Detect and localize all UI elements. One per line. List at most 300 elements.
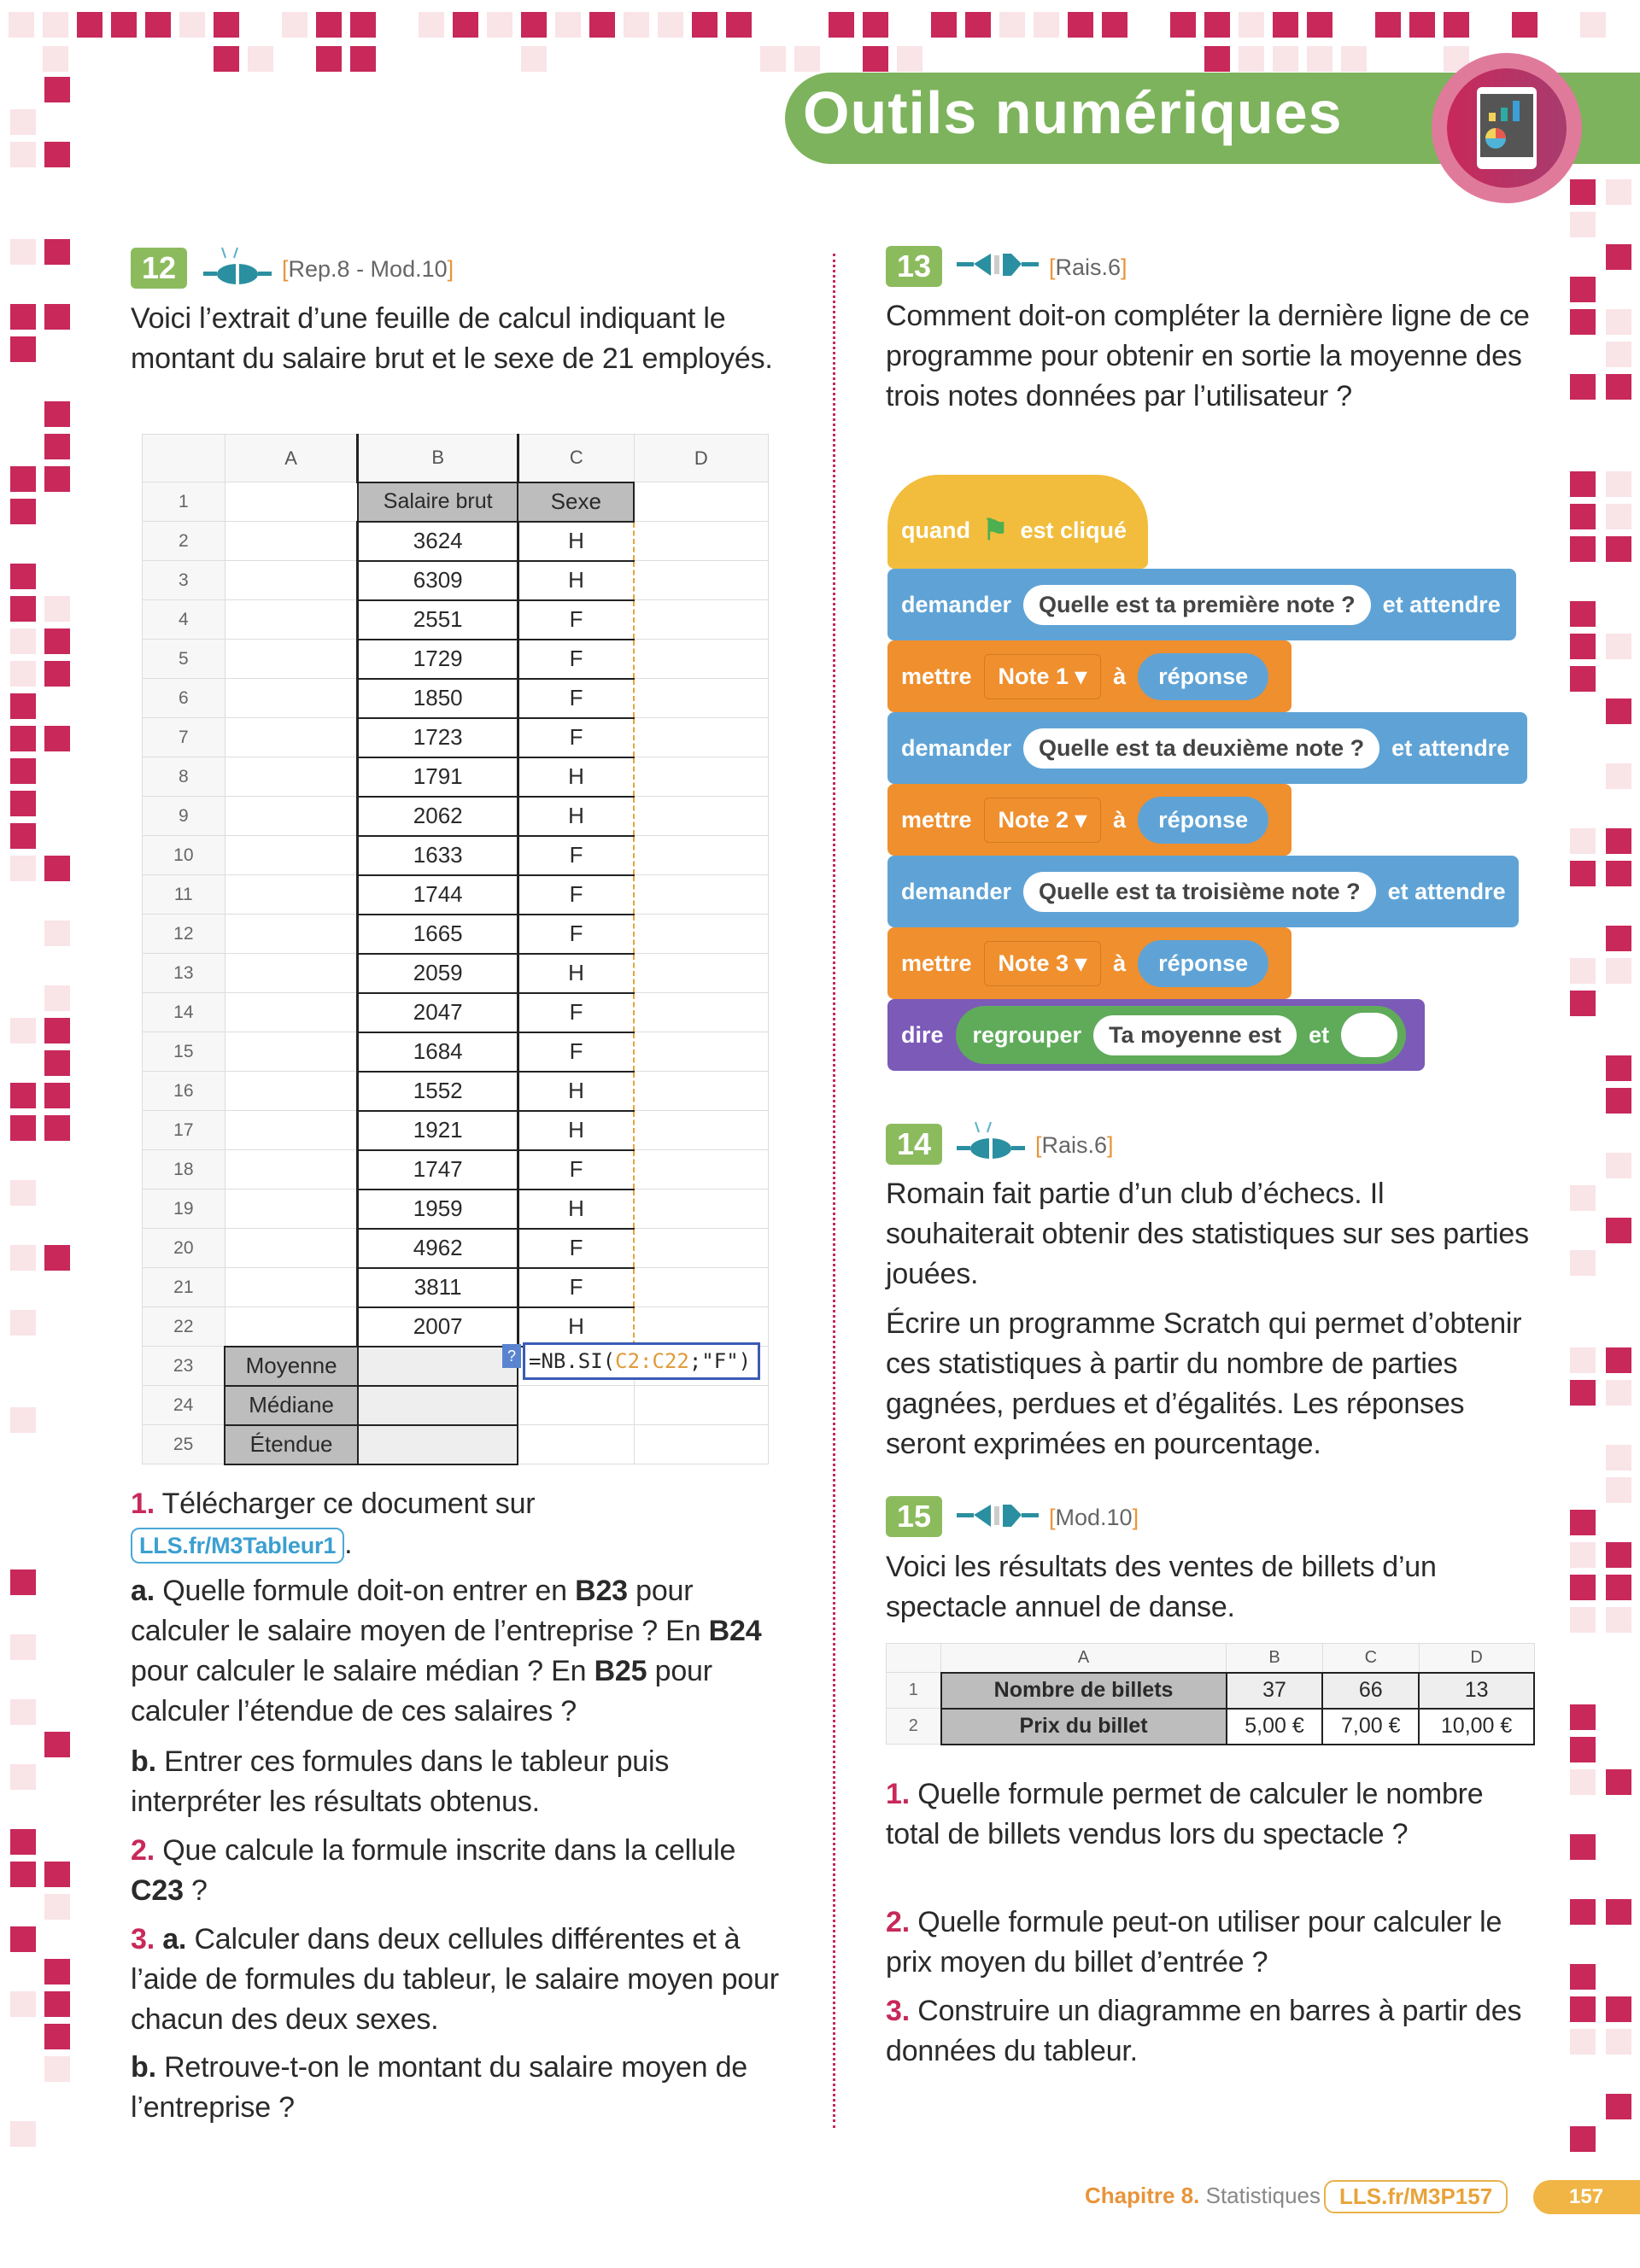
salary-cell[interactable]: 1921	[358, 1111, 518, 1150]
decor-square	[44, 1083, 70, 1108]
sex-cell[interactable]: F	[518, 875, 634, 915]
cell[interactable]	[225, 679, 358, 718]
question-1b: b. Entrer ces formules dans le tableur puis interpréter les résultats obtenus.	[131, 1745, 670, 1818]
ask-block[interactable]: demander Quelle est ta deuxième note ? et attendre	[887, 712, 1527, 784]
cell[interactable]	[225, 993, 358, 1032]
decor-square	[44, 1732, 70, 1757]
decor-square	[453, 12, 478, 38]
decor-square	[658, 12, 683, 38]
cell[interactable]	[634, 1150, 768, 1190]
table-row	[143, 1032, 769, 1072]
decor-square	[1102, 12, 1128, 38]
decor-square	[44, 596, 70, 622]
cell[interactable]	[225, 522, 358, 561]
ask-block[interactable]: demander Quelle est ta première note ? et attendre	[887, 569, 1516, 640]
decor-square	[1606, 1899, 1631, 1925]
column-header[interactable]: B	[358, 435, 518, 482]
decor-square	[1239, 12, 1264, 38]
sex-cell[interactable]: H	[518, 1307, 634, 1347]
decor-square	[1375, 12, 1401, 38]
decor-square	[44, 2024, 70, 2049]
value-cell[interactable]: 13	[1419, 1673, 1534, 1709]
cell[interactable]	[634, 1111, 768, 1150]
cell[interactable]	[634, 1229, 768, 1268]
sex-cell[interactable]: H	[518, 757, 634, 797]
decor-square	[1606, 1575, 1631, 1600]
salary-cell[interactable]: 2062	[358, 797, 518, 836]
cell[interactable]	[634, 522, 768, 561]
decor-square	[10, 726, 36, 751]
row-number[interactable]: 8	[143, 757, 226, 797]
plug-connect-icon	[203, 246, 272, 289]
decor-square	[44, 1991, 70, 2017]
tablet-chart-icon	[1432, 53, 1582, 203]
decor-square	[1239, 46, 1264, 72]
column-header[interactable]: D	[634, 435, 768, 482]
decor-square	[1606, 926, 1631, 951]
column-header[interactable]: D	[1419, 1644, 1534, 1673]
decor-square	[1606, 1769, 1631, 1795]
salary-cell[interactable]: 1723	[358, 718, 518, 757]
decor-square	[10, 1083, 36, 1108]
row-number[interactable]: 9	[143, 797, 226, 836]
column-divider	[833, 254, 835, 2128]
decor-square	[999, 12, 1025, 38]
salary-cell[interactable]: 1729	[358, 640, 518, 679]
row-label[interactable]: Nombre de billets	[941, 1673, 1227, 1709]
decor-square	[965, 12, 991, 38]
row-number[interactable]: 11	[143, 875, 226, 915]
table-row	[143, 1268, 769, 1307]
decor-square	[145, 12, 171, 38]
decor-square	[794, 46, 820, 72]
sex-cell[interactable]: H	[518, 954, 634, 993]
say-block[interactable]: dire regrouper Ta moyenne est et	[887, 999, 1425, 1071]
decor-square	[44, 239, 70, 265]
row-number[interactable]: 15	[143, 1032, 226, 1072]
salary-cell[interactable]: 3811	[358, 1268, 518, 1307]
decor-square	[10, 1634, 36, 1660]
cell[interactable]	[225, 600, 358, 640]
cell[interactable]	[634, 561, 768, 600]
cell[interactable]	[225, 915, 358, 954]
value-cell[interactable]: 7,00 €	[1322, 1709, 1419, 1745]
set-variable-block[interactable]: mettre Note 1 ▾ à réponse	[887, 640, 1292, 712]
row-number[interactable]: 4	[143, 600, 226, 640]
column-header-row	[887, 1644, 1535, 1673]
table-row	[143, 954, 769, 993]
value-cell[interactable]: 10,00 €	[1419, 1709, 1534, 1745]
cell[interactable]	[634, 797, 768, 836]
decor-square	[1570, 2029, 1596, 2055]
table-row	[143, 1072, 769, 1111]
cell[interactable]	[634, 718, 768, 757]
row-number[interactable]: 5	[143, 640, 226, 679]
sex-cell[interactable]: F	[518, 1268, 634, 1307]
decor-square	[863, 46, 888, 72]
salary-cell[interactable]: 1633	[358, 836, 518, 875]
salary-spreadsheet	[142, 434, 769, 1465]
exercise-intro: Comment doit-on compléter la dernière ligne de ce programme pour obtenir en sortie la moyenne des trois notes données par l’utilisateur ?	[886, 300, 1530, 412]
table-row	[887, 1673, 1535, 1709]
decor-square	[726, 12, 752, 38]
cell[interactable]	[225, 1111, 358, 1150]
row-number[interactable]: 17	[143, 1111, 226, 1150]
decor-square	[10, 1180, 36, 1206]
row-number[interactable]: 12	[143, 915, 226, 954]
decor-square	[1570, 1347, 1596, 1373]
table-row	[143, 757, 769, 797]
decor-square	[1570, 1575, 1596, 1600]
salary-cell[interactable]: 3624	[358, 522, 518, 561]
decor-square	[1606, 699, 1631, 724]
decor-square	[1570, 1737, 1596, 1762]
cell[interactable]	[634, 640, 768, 679]
page-number: 157	[1533, 2180, 1640, 2214]
decor-square	[44, 401, 70, 427]
decor-square	[1606, 2029, 1631, 2055]
decor-square	[692, 12, 718, 38]
cell[interactable]	[225, 718, 358, 757]
decor-square	[10, 1764, 36, 1790]
decor-square	[1606, 471, 1631, 497]
table-row	[143, 522, 769, 561]
cell[interactable]	[634, 993, 768, 1032]
row-number[interactable]: 1	[887, 1673, 941, 1709]
decor-square	[1606, 1445, 1631, 1470]
cell[interactable]	[225, 1229, 358, 1268]
stat-value-cell[interactable]	[358, 1386, 518, 1425]
salary-cell[interactable]: 1684	[358, 1032, 518, 1072]
exercise-number: 12	[131, 248, 187, 289]
question-3b: b. Retrouve-t-on le montant du salaire moyen de l’entreprise ?	[131, 2051, 747, 2124]
cell[interactable]	[634, 679, 768, 718]
sex-cell[interactable]: H	[518, 797, 634, 836]
cell[interactable]	[634, 1307, 768, 1347]
row-number[interactable]: 1	[143, 482, 226, 522]
row-number[interactable]: 14	[143, 993, 226, 1032]
decor-square	[1570, 374, 1596, 400]
value-cell[interactable]: 37	[1227, 1673, 1323, 1709]
row-number[interactable]: 2	[887, 1709, 941, 1745]
decor-square	[1307, 46, 1332, 72]
decor-square	[10, 109, 36, 135]
formula-help-icon[interactable]: ?	[502, 1344, 521, 1368]
competencies: [Mod.10]	[1049, 1505, 1139, 1530]
decor-square	[10, 628, 36, 654]
cell[interactable]	[225, 836, 358, 875]
table-row	[143, 1425, 769, 1464]
cell[interactable]	[634, 915, 768, 954]
sex-cell[interactable]: F	[518, 600, 634, 640]
decor-square	[624, 12, 649, 38]
decor-square	[1570, 828, 1596, 854]
cell[interactable]	[225, 482, 358, 522]
decor-square	[44, 856, 70, 881]
decor-square	[10, 1829, 36, 1855]
decor-square	[1570, 179, 1596, 205]
decor-square	[1606, 1218, 1631, 1243]
sex-cell[interactable]: F	[518, 640, 634, 679]
sex-cell[interactable]: F	[518, 679, 634, 718]
set-variable-block[interactable]: mettre Note 3 ▾ à réponse	[887, 927, 1292, 999]
decor-square	[1512, 12, 1538, 38]
exercise-intro: Voici les résultats des ventes de billets d’un spectacle annuel de danse.	[886, 1551, 1437, 1623]
column-header[interactable]: C	[518, 435, 634, 482]
sex-cell[interactable]: H	[518, 522, 634, 561]
column-header-row	[143, 435, 769, 482]
decor-square	[1606, 1088, 1631, 1114]
row-number[interactable]: 2	[143, 522, 226, 561]
salary-cell[interactable]: 1665	[358, 915, 518, 954]
table-row	[143, 1150, 769, 1190]
sex-cell[interactable]: H	[518, 1111, 634, 1150]
row-number[interactable]: 3	[143, 561, 226, 600]
decor-square	[350, 12, 376, 38]
row-number[interactable]: 25	[143, 1425, 226, 1464]
decor-square	[589, 12, 615, 38]
sex-cell[interactable]: F	[518, 1032, 634, 1072]
question-1a: a. Quelle formule doit-on entrer en B23 pour calculer le salaire moyen de l’entreprise ? En B24 pour calculer le salaire médian ? En B25 pour calculer l’étendue de ces salaires ?	[131, 1575, 762, 1727]
question-1: 1. Télécharger ce document sur LLS.fr/M3Tableur1 .	[131, 1484, 780, 1564]
decor-square	[1273, 12, 1298, 38]
salary-cell[interactable]: 1791	[358, 757, 518, 797]
decor-square	[931, 12, 957, 38]
sex-cell[interactable]: H	[518, 1190, 634, 1229]
value-cell[interactable]: 66	[1322, 1673, 1419, 1709]
decor-square	[1570, 666, 1596, 692]
salary-cell[interactable]: 6309	[358, 561, 518, 600]
row-number[interactable]: 20	[143, 1229, 226, 1268]
salary-cell[interactable]: 1552	[358, 1072, 518, 1111]
salary-cell[interactable]: 4962	[358, 1229, 518, 1268]
salary-cell[interactable]: 2007	[358, 1307, 518, 1347]
row-number[interactable]: 22	[143, 1307, 226, 1347]
cell[interactable]	[225, 1150, 358, 1190]
decor-square	[10, 1018, 36, 1043]
decor-square	[214, 46, 239, 72]
decor-square	[44, 1959, 70, 1984]
sex-cell[interactable]: F	[518, 915, 634, 954]
decor-square	[316, 12, 342, 38]
cell[interactable]	[225, 757, 358, 797]
competencies: [Rais.6]	[1035, 1132, 1114, 1158]
corner-cell[interactable]	[887, 1644, 941, 1673]
decor-square	[1570, 634, 1596, 659]
row-number[interactable]: 18	[143, 1150, 226, 1190]
decor-square	[1570, 1250, 1596, 1276]
footer-link[interactable]: LLS.fr/M3P157	[1324, 2180, 1508, 2213]
cell[interactable]	[634, 954, 768, 993]
decor-square	[10, 1699, 36, 1725]
footer-chapter: Chapitre 8. Statistiques	[1085, 2183, 1321, 2208]
join-block: regrouper Ta moyenne est et	[956, 1006, 1407, 1064]
cell[interactable]	[634, 836, 768, 875]
row-number[interactable]: 16	[143, 1072, 226, 1111]
cell[interactable]	[225, 797, 358, 836]
cell[interactable]	[634, 1268, 768, 1307]
when-flag-clicked-block[interactable]: quand ⚑ est cliqué	[887, 475, 1148, 569]
sex-cell[interactable]: F	[518, 836, 634, 875]
row-number[interactable]: 10	[143, 836, 226, 875]
decor-square	[44, 1894, 70, 1920]
column-header[interactable]: B	[1227, 1644, 1323, 1673]
cell[interactable]	[225, 1268, 358, 1307]
decor-square	[1570, 1607, 1596, 1633]
cell[interactable]	[225, 875, 358, 915]
question-2: 2. Quelle formule peut-on utiliser pour calculer le prix moyen du billet d’entrée ?	[886, 1906, 1502, 1979]
table-row	[143, 1190, 769, 1229]
cell[interactable]	[634, 1386, 768, 1425]
salary-cell[interactable]: 2047	[358, 993, 518, 1032]
row-number[interactable]: 7	[143, 718, 226, 757]
row-label[interactable]: Prix du billet	[941, 1709, 1227, 1745]
decor-square	[44, 77, 70, 102]
decor-square	[44, 985, 70, 1011]
stat-value-cell[interactable]	[358, 1425, 518, 1464]
row-number[interactable]: 23	[143, 1347, 226, 1386]
salary-cell[interactable]: 1959	[358, 1190, 518, 1229]
decor-square	[10, 856, 36, 881]
decor-square	[1570, 991, 1596, 1016]
decor-square	[1606, 536, 1631, 562]
salary-cell[interactable]: 2059	[358, 954, 518, 993]
cell[interactable]	[225, 640, 358, 679]
cell[interactable]	[634, 757, 768, 797]
cell[interactable]: Sexe	[518, 482, 634, 522]
decor-square	[10, 596, 36, 622]
cell[interactable]	[518, 1386, 634, 1425]
stat-label[interactable]: Médiane	[225, 1386, 358, 1425]
stat-label[interactable]: Moyenne	[225, 1347, 358, 1386]
set-variable-block[interactable]: mettre Note 2 ▾ à réponse	[887, 784, 1292, 856]
download-link[interactable]: LLS.fr/M3Tableur1	[131, 1528, 344, 1564]
decor-square	[760, 46, 786, 72]
decor-square	[1580, 12, 1606, 38]
decor-square	[10, 1862, 36, 1887]
cell[interactable]	[634, 482, 768, 522]
ask-block[interactable]: demander Quelle est ta troisième note ? et attendre	[887, 856, 1519, 927]
exercise-number: 15	[886, 1496, 942, 1537]
value-cell[interactable]: 5,00 €	[1227, 1709, 1323, 1745]
row-number[interactable]: 21	[143, 1268, 226, 1307]
row-number[interactable]: 19	[143, 1190, 226, 1229]
decor-square	[1606, 1153, 1631, 1178]
sex-cell[interactable]: F	[518, 1229, 634, 1268]
row-number[interactable]: 13	[143, 954, 226, 993]
cell[interactable]	[634, 1190, 768, 1229]
decor-square	[1570, 1542, 1596, 1568]
table-row	[143, 875, 769, 915]
decor-square	[214, 12, 239, 38]
exercise-text: Romain fait partie d’un club d’échecs. Il souhaiterait obtenir des statistiques sur ses parties jouées.	[886, 1178, 1529, 1290]
decor-square	[1273, 46, 1298, 72]
formula-editor[interactable]: =NB.SI(C2:C22;"F")	[523, 1342, 760, 1380]
column-header[interactable]: A	[941, 1644, 1227, 1673]
decor-square	[1606, 1347, 1631, 1373]
decor-square	[1307, 12, 1332, 38]
decor-square	[10, 823, 36, 849]
decor-square	[1409, 12, 1435, 38]
decor-square	[1570, 1899, 1596, 1925]
decor-square	[1068, 12, 1093, 38]
salary-cell[interactable]: 1850	[358, 679, 518, 718]
stat-label[interactable]: Étendue	[225, 1425, 358, 1464]
decor-square	[44, 726, 70, 751]
decor-square	[1570, 504, 1596, 529]
table-row	[143, 915, 769, 954]
plug-icon	[957, 252, 1039, 278]
cell[interactable]	[634, 1072, 768, 1111]
cell[interactable]	[225, 1032, 358, 1072]
sex-cell[interactable]: H	[518, 1072, 634, 1111]
cell[interactable]	[225, 1307, 358, 1347]
decor-square	[44, 434, 70, 459]
table-row	[143, 600, 769, 640]
cell[interactable]	[225, 561, 358, 600]
decor-square	[44, 1862, 70, 1887]
cell[interactable]	[634, 875, 768, 915]
column-header[interactable]: C	[1322, 1644, 1419, 1673]
cell[interactable]	[225, 954, 358, 993]
cell[interactable]	[634, 600, 768, 640]
decor-square	[1606, 374, 1631, 400]
row-number[interactable]: 6	[143, 679, 226, 718]
decor-square	[10, 1991, 36, 2017]
cell[interactable]	[518, 1425, 634, 1464]
decor-square	[44, 1245, 70, 1271]
sex-cell[interactable]: F	[518, 718, 634, 757]
question-1: 1. Quelle formule permet de calculer le nombre total de billets vendus lors du spectacle ?	[886, 1778, 1484, 1850]
column-header[interactable]: A	[225, 435, 358, 482]
sex-cell[interactable]: H	[518, 561, 634, 600]
salary-cell[interactable]: 1744	[358, 875, 518, 915]
decor-square	[10, 661, 36, 687]
decor-square	[10, 466, 36, 492]
cell[interactable]	[225, 1190, 358, 1229]
empty-input-slot[interactable]	[1341, 1013, 1397, 1057]
competencies: [Rais.6]	[1049, 254, 1128, 280]
sex-cell[interactable]: F	[518, 1150, 634, 1190]
decor-square	[1570, 861, 1596, 886]
table-row	[143, 718, 769, 757]
cell[interactable]	[634, 1032, 768, 1072]
salary-cell[interactable]: 2551	[358, 600, 518, 640]
decor-square	[10, 499, 36, 524]
stat-value-cell[interactable]	[358, 1347, 518, 1386]
decor-square	[1570, 1185, 1596, 1211]
corner-cell[interactable]	[143, 435, 226, 482]
decor-square	[44, 921, 70, 946]
decor-square	[10, 693, 36, 719]
sex-cell[interactable]: F	[518, 993, 634, 1032]
question-3: 3. Construire un diagramme en barres à partir des données du tableur.	[886, 1995, 1522, 2067]
cell[interactable]: Salaire brut	[358, 482, 518, 522]
decor-square	[111, 12, 137, 38]
decor-square	[1570, 471, 1596, 497]
salary-cell[interactable]: 1747	[358, 1150, 518, 1190]
decor-square	[555, 12, 581, 38]
cell[interactable]	[225, 1072, 358, 1111]
decor-square	[9, 12, 34, 38]
decor-square	[248, 46, 273, 72]
decor-square	[1606, 1607, 1631, 1633]
decor-square	[1606, 1380, 1631, 1406]
decor-square	[44, 2056, 70, 2082]
cell[interactable]	[634, 1425, 768, 1464]
row-number[interactable]: 24	[143, 1386, 226, 1425]
decor-square	[1606, 244, 1631, 270]
